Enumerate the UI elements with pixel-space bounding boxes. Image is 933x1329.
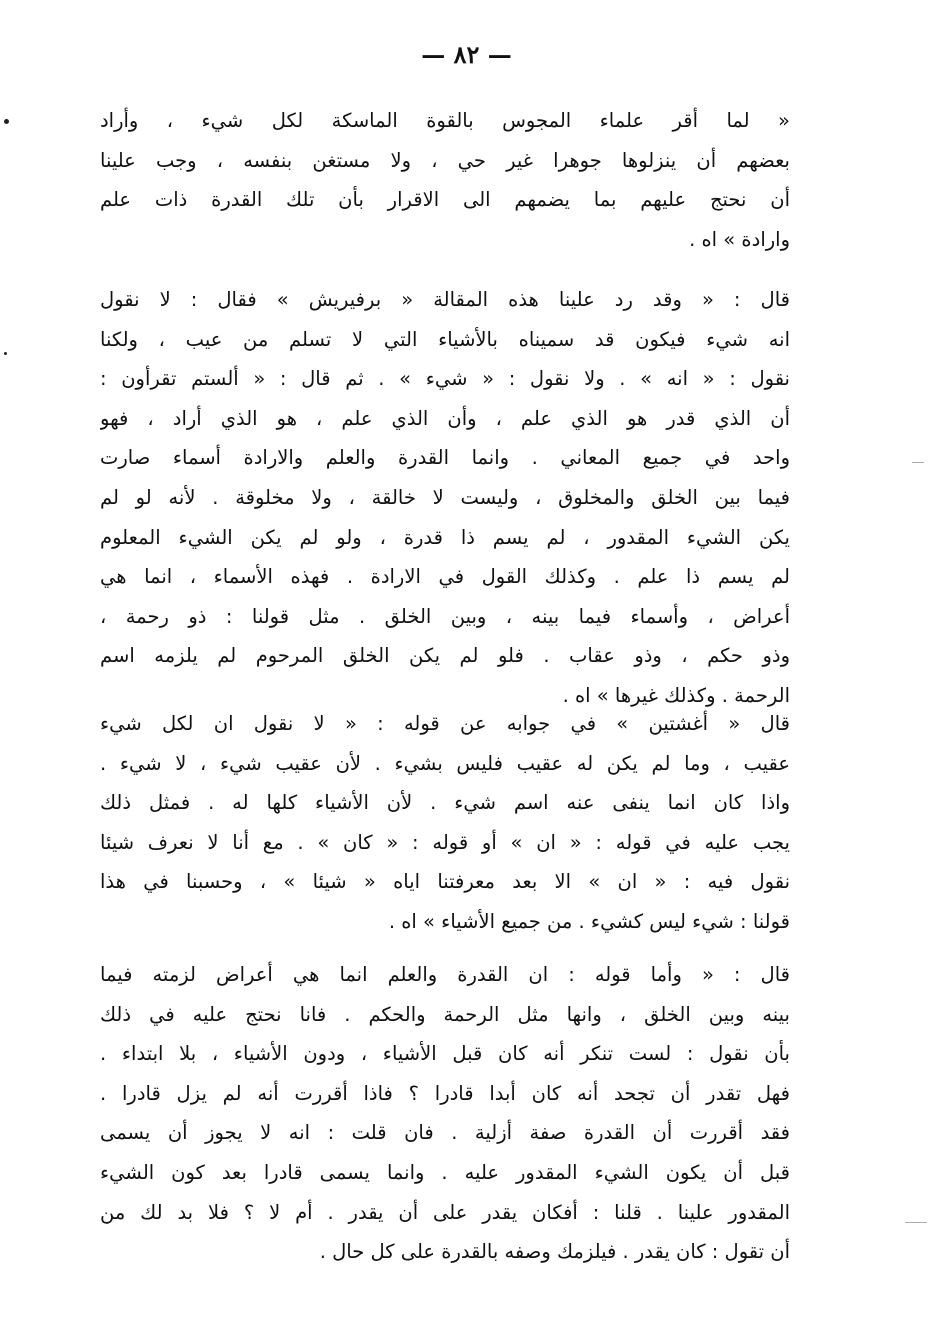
text-line: بينه وبين الخلق ، وانها مثل الرحمة والحكم . فانا نحتج عليه في ذلك — [100, 1002, 790, 1026]
text-line: واذا كان انما ينفى عنه اسم شيء . لأن الأشياء كلها له . فمثل ذلك — [100, 791, 790, 815]
text-line: أن نحتج عليهم بما يضمهم الى الاقرار بأن تلك القدرة ذات علم — [100, 188, 790, 212]
text-line: وذو حكم ، وذو عقاب . فلو لم يكن الخلق المرحوم لم يلزمه اسم — [100, 644, 790, 668]
text-line: أن تقول : كان يقدر . فيلزمك وصفه بالقدرة على كل حال . — [319, 1240, 790, 1264]
text-line: نقول : « انه » . ولا نقول : « شيء » . ثم قال : « ألستم تقرأون : — [100, 367, 790, 391]
text-line: قال : « وأما قوله : ان القدرة والعلم انما هي أعراض لزمته فيما — [100, 963, 790, 986]
paragraph-1 — [100, 101, 790, 259]
text-line: يكن الشيء المقدور ، لم يسم ذا قدرة ، ولو لم يكن الشيء المعلوم — [100, 525, 790, 549]
scan-speck — [905, 1222, 927, 1223]
text-line: « لما أقر علماء المجوس بالقوة الماسكة لكل شيء ، وأراد — [100, 109, 790, 132]
text-line: انه شيء فيكون قد سميناه بالأشياء التي لا تسلم من عيب ، ولكنا — [100, 327, 790, 351]
paragraph-4 — [100, 955, 790, 1272]
text-line: قبل أن يكون الشيء المقدور عليه . وانما يسمى قادرا بعد كون الشيء — [100, 1160, 790, 1184]
text-line: يجب عليه في قوله : « ان » أو قوله : « كان » . مع أنا لا نعرف شيئا — [100, 830, 790, 854]
scan-speck — [912, 462, 924, 463]
scan-margin-dot — [4, 352, 7, 355]
text-line: واحد في جميع المعاني . وانما القدرة والعلم والارادة أسماء صارت — [100, 446, 790, 470]
text-line: فقد أقررت أن القدرة صفة أزلية . فان قلت : انه لا يجوز أن يسمى — [100, 1121, 790, 1145]
text-line: لم يسم ذا علم . وكذلك القول في الارادة . فهذه الأسماء ، انما هي — [100, 565, 790, 589]
text-line: نقول فيه : « ان » الا بعد معرفتنا اياه « شيئا » ، وحسبنا في هذا — [100, 870, 790, 894]
paragraph-2 — [100, 280, 790, 716]
text-line: عقيب ، وما لم يكن له عقيب فليس بشيء . لأن عقيب شيء ، لا شيء . — [100, 751, 790, 775]
text-line: قولنا : شيء ليس كشيء . من جميع الأشياء » اه . — [388, 909, 790, 933]
scan-margin-dot — [4, 119, 9, 124]
paragraph-3 — [100, 704, 790, 942]
text-line: الرحمة . وكذلك غيرها » اه . — [562, 683, 790, 707]
page-number: — ٨٢ — — [421, 40, 512, 69]
text-line: فيما بين الخلق والمخلوق ، وليست لا خالقة ، ولا مخلوقة . لأنه لو لم — [100, 485, 790, 509]
text-line: وارادة » اه . — [689, 227, 790, 251]
text-line: بأن نقول : لست تنكر أنه كان قبل الأشياء ، ودون الأشياء ، بلا ابتداء . — [100, 1042, 790, 1066]
text-line: قال : « وقد رد علينا هذه المقالة « برفيريش » فقال : لا نقول — [100, 288, 790, 311]
text-line: أن الذي قدر هو الذي علم ، وأن الذي علم ، هو الذي أراد ، فهو — [100, 406, 790, 430]
text-line: أعراض ، وأسماء فيما بينه ، وبين الخلق . مثل قولنا : ذو رحمة ، — [100, 604, 790, 628]
text-line: بعضهم أن ينزلوها جوهرا غير حي ، ولا مستغن بنفسه ، وجب علينا — [100, 148, 790, 172]
text-line: قال « أغشتين » في جوابه عن قوله : « لا نقول ان لكل شيء — [100, 712, 790, 735]
text-line: المقدور علينا . قلنا : أفكان يقدر على أن يقدر . أم لا ؟ فلا بد لك من — [100, 1200, 790, 1224]
text-line: فهل تقدر أن تجحد أنه كان أبدا قادرا ؟ فاذا أقررت أنه لم يزل قادرا . — [100, 1081, 790, 1105]
